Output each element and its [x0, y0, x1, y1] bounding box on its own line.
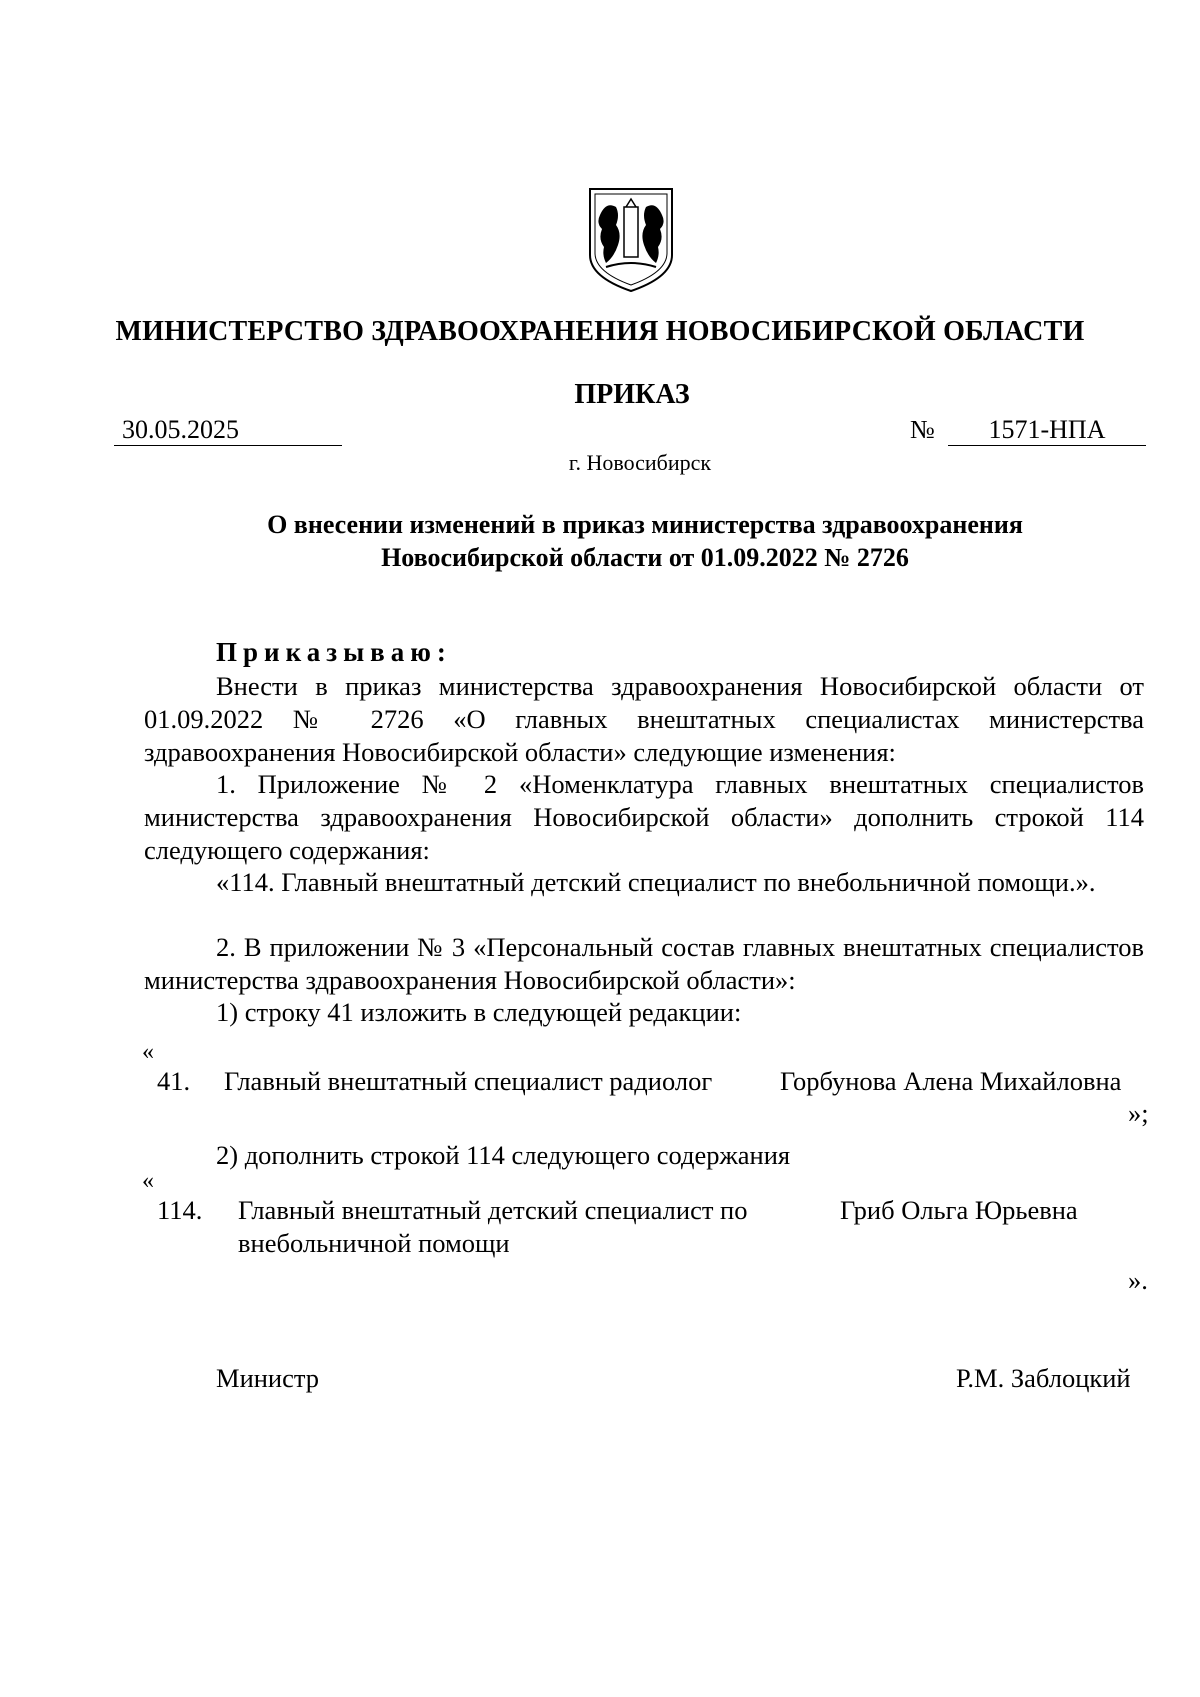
- number-sign: №: [910, 415, 935, 444]
- item-1-quote: «114. Главный внештатный детский специалист по внебольничной помощи.».: [216, 867, 1096, 897]
- signature-title: Министр: [216, 1363, 320, 1393]
- city: г. Новосибирск: [568, 450, 712, 475]
- document-type: ПРИКАЗ: [574, 379, 690, 410]
- row-114-position: Главный внештатный детский специалист по внебольничной помощи: [238, 1195, 748, 1258]
- item-2-paragraph: 2. В приложении № 3 «Персональный состав главных внештатных специалистов министерства здравоохранения Новосибирской области»:: [144, 932, 1144, 995]
- sub-item-1: 1) строку 41 изложить в следующей редакции:: [216, 997, 742, 1027]
- ministry-name: МИНИСТЕРСТВО ЗДРАВООХРАНЕНИЯ НОВОСИБИРСКОЙ ОБЛАСТИ: [115, 316, 1085, 347]
- row-114-open-quote: «: [142, 1168, 154, 1194]
- row-114-number: 114.: [157, 1195, 203, 1225]
- title-line-2: Новосибирской области от 01.09.2022 № 2726: [381, 543, 909, 572]
- row-41-close-quote: »;: [1128, 1098, 1149, 1128]
- intro-paragraph: Внести в приказ министерства здравоохранения Новосибирской области от 01.09.2022 № 2726 «О главных внештатных специалистах министерства здравоохранения Новосибирской области» следующие изменения:: [144, 671, 1144, 767]
- order-date: 30.05.2025: [114, 415, 342, 446]
- row-114-person: Гриб Ольга Юрьевна: [840, 1195, 1078, 1225]
- signature-name: Р.М. Заблоцкий: [956, 1363, 1131, 1393]
- document-title: [150, 508, 1140, 574]
- order-word: Приказываю:: [216, 637, 452, 667]
- row-41-open-quote: «: [142, 1039, 154, 1065]
- item-1-paragraph: 1. Приложение № 2 «Номенклатура главных внештатных специалистов министерства здравоохранения Новосибирской области» дополнить строкой 114 следующего содержания:: [144, 769, 1144, 865]
- row-41-person: Горбунова Алена Михайловна: [780, 1066, 1122, 1096]
- sub-item-2: 2) дополнить строкой 114 следующего содержания: [216, 1140, 791, 1170]
- row-114-close-quote: ».: [1128, 1265, 1148, 1295]
- coat-of-arms-emblem: [586, 185, 676, 295]
- row-41-number: 41.: [157, 1066, 191, 1096]
- row-41-position: Главный внештатный специалист радиолог: [224, 1066, 713, 1096]
- title-line-1: О внесении изменений в приказ министерства здравоохранения: [267, 510, 1023, 539]
- order-number: 1571-НПА: [948, 415, 1146, 446]
